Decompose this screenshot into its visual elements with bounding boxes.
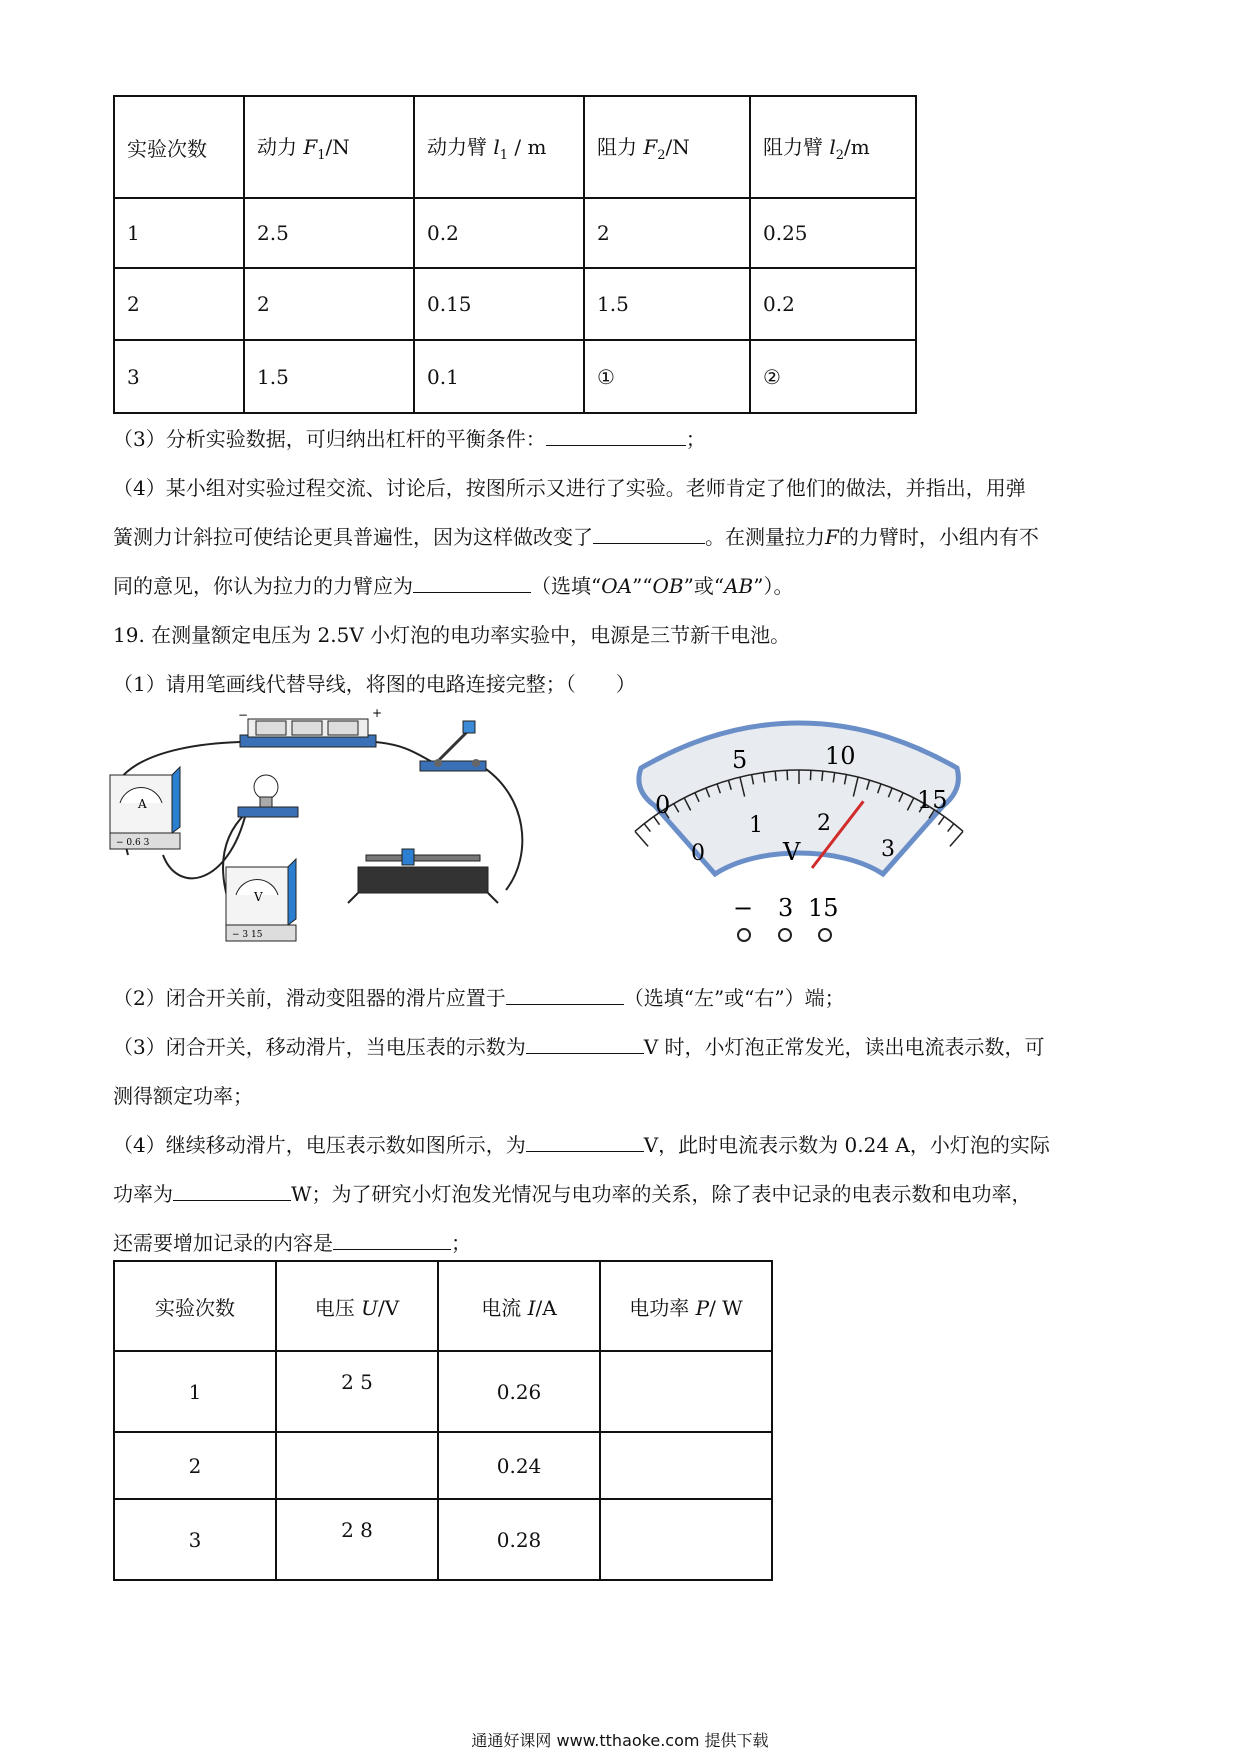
cell: 0.25	[750, 198, 916, 268]
dial-tick	[644, 824, 650, 832]
answer-blank[interactable]	[546, 425, 686, 446]
var: OA	[601, 574, 633, 598]
cell: 2.5	[244, 198, 414, 268]
light-bulb	[238, 775, 298, 817]
text: 测得额定功率；	[113, 1084, 253, 1108]
header-power: 电功率	[629, 1295, 690, 1320]
table-row	[114, 1499, 772, 1580]
cell	[276, 1351, 438, 1432]
unit: / W	[709, 1295, 743, 1320]
cell	[276, 1499, 438, 1580]
table-header-row	[114, 96, 916, 198]
text: V，此时电流表示数为 0.24 A，小灯泡的实际	[643, 1133, 1050, 1157]
cell: 0.1	[414, 340, 584, 413]
var: I	[527, 1295, 536, 1320]
header-voltage: 电压	[314, 1295, 355, 1320]
answer-blank[interactable]	[593, 523, 705, 544]
var: F	[825, 525, 839, 549]
var: F	[303, 135, 318, 159]
question-19	[113, 621, 790, 649]
cell: 1.5	[584, 268, 750, 340]
var: AB	[724, 574, 754, 598]
question-19-4-line1	[113, 1131, 1050, 1159]
cell: 0.24	[438, 1432, 600, 1499]
question-18-3	[113, 425, 706, 453]
text: （1）请用笔画线代替导线，将图的电路连接完整；（ ）	[113, 672, 636, 696]
circuit-diagram	[108, 705, 578, 965]
sub: 2	[657, 148, 666, 163]
text: 19. 在测量额定电压为 2.5V 小灯泡的电功率实验中，电源是三节新干电池。	[113, 623, 791, 647]
battery-plus-label: +	[372, 706, 383, 720]
ammeter	[110, 767, 180, 849]
dial-unit-label: V	[783, 838, 801, 866]
header-cell	[414, 96, 584, 198]
header-cell	[438, 1261, 600, 1351]
scale-upper-5: 5	[732, 746, 748, 774]
text: （2）闭合开关前，滑动变阻器的滑片应置于	[113, 986, 506, 1010]
page-footer: 通通好课网 www.tthaoke.com 提供下载	[471, 1731, 769, 1750]
question-19-4-line2	[113, 1180, 1032, 1208]
unit: / m	[508, 135, 547, 159]
answer-blank[interactable]	[173, 1180, 291, 1201]
header-cell	[750, 96, 916, 198]
answer-blank[interactable]	[506, 984, 624, 1005]
unit: /m	[844, 135, 870, 159]
text: 同的意见，你认为拉力的力臂应为	[113, 574, 413, 598]
cell: 0.15	[414, 268, 584, 340]
cell: 1	[114, 198, 244, 268]
cell-text: 2 5	[341, 1369, 373, 1394]
scale-lower-3: 3	[881, 837, 895, 862]
var: F	[643, 135, 658, 159]
scale-lower-1: 1	[749, 813, 763, 838]
text: （选填“左”或“右”）端；	[623, 986, 845, 1010]
cell: 2	[114, 268, 244, 340]
question-19-1	[113, 670, 636, 698]
text: W；为了研究小灯泡发光情况与电功率的关系，除了表中记录的电表示数和电功率，	[291, 1182, 1032, 1206]
ammeter-terminals: − 0.6 3	[116, 838, 150, 848]
header-load-arm: 阻力臂	[763, 135, 823, 159]
text: ；	[685, 427, 706, 451]
var: U	[361, 1295, 379, 1320]
question-19-4-line3	[113, 1229, 471, 1257]
text: （选填“	[531, 574, 602, 598]
text: 。在测量拉力	[705, 525, 825, 549]
table-row	[114, 1351, 772, 1432]
cell	[600, 1351, 772, 1432]
cell: 1	[114, 1351, 276, 1432]
header-trial: 实验次数	[155, 1295, 235, 1320]
dial-tick	[635, 831, 648, 846]
var: P	[695, 1295, 710, 1320]
voltmeter-label: V	[254, 890, 263, 904]
cell: 3	[114, 340, 244, 413]
text: V 时，小灯泡正常发光，读出电流表示数，可	[643, 1035, 1045, 1059]
table-row	[114, 268, 916, 340]
lever-data-table	[113, 95, 917, 414]
cell: 3	[114, 1499, 276, 1580]
text: ；	[451, 1231, 471, 1255]
text: 还需要增加记录的内容是	[113, 1231, 333, 1255]
answer-blank[interactable]	[333, 1229, 451, 1250]
header-effort: 动力	[257, 135, 297, 159]
dial-tick	[950, 831, 963, 846]
cell: 0.28	[438, 1499, 600, 1580]
unit: /N	[325, 135, 350, 159]
header-cell	[114, 1261, 276, 1351]
terminal-minus[interactable]	[738, 929, 750, 941]
scale-lower-0: 0	[691, 841, 705, 866]
sub: 1	[317, 148, 326, 163]
header-cell	[276, 1261, 438, 1351]
voltmeter-dial	[625, 720, 973, 956]
question-18-4-line3	[113, 572, 793, 600]
sub: 2	[835, 148, 845, 163]
question-19-2	[113, 984, 845, 1012]
cell: 2	[244, 268, 414, 340]
voltmeter	[226, 859, 296, 941]
switch	[420, 721, 486, 771]
cell: ①	[584, 340, 750, 413]
question-18-4-line2	[113, 523, 1039, 551]
terminal-3-label: 3	[778, 894, 794, 922]
cell	[600, 1432, 772, 1499]
var: l	[493, 135, 500, 159]
var: l	[829, 135, 836, 159]
unit: /V	[378, 1295, 400, 1320]
terminal-3[interactable]	[779, 929, 791, 941]
terminal-minus-label: −	[733, 894, 754, 922]
table-row	[114, 1432, 772, 1499]
terminal-15[interactable]	[819, 929, 831, 941]
terminal-15-label: 15	[808, 894, 839, 922]
voltmeter-terminals: − 3 15	[232, 930, 263, 940]
cell-text: 2 8	[341, 1517, 373, 1542]
text: ”“	[632, 574, 653, 598]
header-load: 阻力	[597, 135, 637, 159]
scale-upper-10: 10	[825, 742, 856, 770]
text: ”）。	[753, 574, 794, 598]
cell	[276, 1432, 438, 1499]
battery-pack	[238, 706, 382, 747]
dial-tick	[775, 771, 776, 781]
text: （3）闭合开关，移动滑片，当电压表的示数为	[113, 1035, 526, 1059]
question-19-3-line2	[113, 1082, 253, 1110]
header-cell	[244, 96, 414, 198]
cell: 0.2	[414, 198, 584, 268]
question-19-3-line1	[113, 1033, 1045, 1061]
battery-minus-label: −	[238, 708, 249, 722]
rheostat	[348, 849, 498, 903]
header-effort-arm: 动力臂	[427, 135, 487, 159]
scale-upper-15: 15	[917, 786, 948, 814]
answer-blank[interactable]	[526, 1033, 644, 1054]
header-cell	[114, 96, 244, 198]
text: （4）继续移动滑片，电压表示数如图所示，为	[113, 1133, 526, 1157]
var: OB	[652, 574, 684, 598]
answer-blank[interactable]	[413, 572, 531, 593]
sub: 1	[499, 148, 509, 163]
header-cell	[584, 96, 750, 198]
text: （4）某小组对实验过程交流、讨论后，按图所示又进行了实验。老师肯定了他们的做法，并指出，用弹	[113, 476, 1026, 500]
header-trial: 实验次数	[127, 136, 207, 161]
answer-blank[interactable]	[526, 1131, 644, 1152]
cell: 2	[114, 1432, 276, 1499]
ammeter-label: A	[138, 797, 147, 811]
text: 的力臂时，小组内有不	[838, 525, 1039, 549]
dial-tick	[948, 824, 954, 832]
cell: 1.5	[244, 340, 414, 413]
scale-upper-0: 0	[655, 791, 671, 819]
scale-lower-2: 2	[817, 811, 831, 836]
unit: /A	[535, 1295, 557, 1320]
text: 簧测力计斜拉可使结论更具普遍性，因为这样做改变了	[113, 525, 593, 549]
question-18-4-line1	[113, 474, 1026, 502]
header-current: 电流	[481, 1295, 522, 1320]
text: （3）分析实验数据，可归纳出杠杆的平衡条件：	[113, 427, 546, 451]
header-cell	[600, 1261, 772, 1351]
cell	[600, 1499, 772, 1580]
text: 功率为	[113, 1182, 173, 1206]
cell: ②	[750, 340, 916, 413]
text: ”或“	[683, 574, 725, 598]
table-row	[114, 340, 916, 413]
cell: 0.26	[438, 1351, 600, 1432]
cell: 2	[584, 198, 750, 268]
dial-tick	[822, 771, 823, 781]
cell: 0.2	[750, 268, 916, 340]
table-header-row	[114, 1261, 772, 1351]
table-row	[114, 198, 916, 268]
dial-tick	[938, 817, 944, 825]
unit: /N	[665, 135, 690, 159]
power-data-table	[113, 1260, 773, 1581]
